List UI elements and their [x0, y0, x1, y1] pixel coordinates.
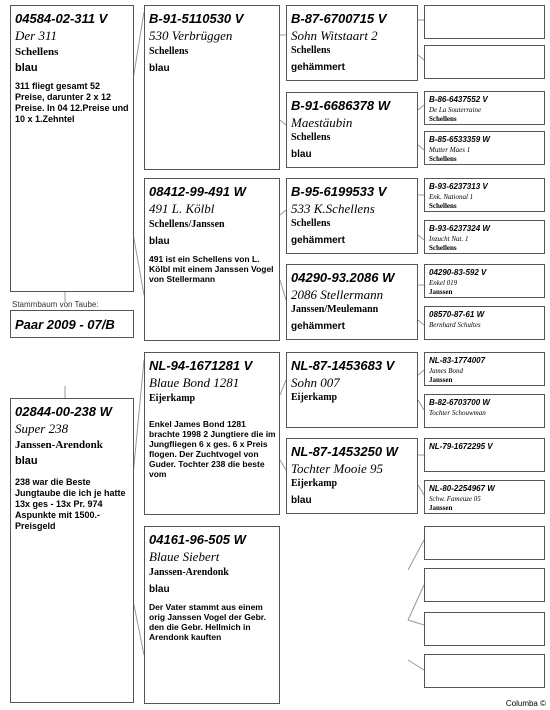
mfm-breed: Eijerkamp — [291, 478, 338, 489]
pedigree-label: Stammbaum von Taube: — [12, 300, 99, 309]
g4-breed: Schellens — [429, 115, 457, 123]
fm-color: blau — [149, 236, 170, 247]
father-card[interactable] — [10, 5, 134, 292]
fmm-color: gehämmert — [291, 321, 345, 332]
mother-name: Super 238 — [15, 421, 69, 436]
ff-breed: Schellens — [149, 46, 189, 57]
g4-card[interactable] — [424, 220, 545, 254]
mother-color: blau — [15, 455, 38, 467]
fmm-card[interactable] — [286, 264, 418, 340]
sire-of-father-card[interactable] — [144, 5, 280, 170]
mother-description: 238 war die Beste Jungtaube die ich je hatte 13x ges - 13x Pr. 974 Aspunkte mit 1500.- Preisgeld — [15, 477, 126, 531]
mfm-card[interactable] — [286, 438, 418, 514]
fm-ring: 08412-99-491 W — [149, 184, 246, 199]
mm-ring: 04161-96-505 W — [149, 532, 246, 547]
fmm-ring: 04290-93.2086 W — [291, 270, 395, 285]
fmf-ring: B-95-6199533 V — [291, 184, 387, 199]
g4-card[interactable] — [424, 45, 545, 79]
dam-of-mother-card[interactable] — [144, 526, 280, 704]
g4-card[interactable] — [424, 178, 545, 212]
g4-name: Inzucht Nat. 1 — [429, 235, 469, 243]
g4-ring: B-86-6437552 V — [429, 95, 488, 104]
fff-card[interactable] — [286, 5, 418, 81]
fm-description: 491 ist ein Schellens von L. Kölbl mit einem Janssen Vogel von Stellermann — [149, 254, 274, 284]
g4-name: James Bond — [429, 367, 464, 375]
g4-card[interactable] — [424, 394, 545, 428]
mother-ring: 02844-00-238 W — [15, 404, 112, 419]
mfm-name: Tochter Mooie 95 — [291, 461, 383, 476]
mff-card[interactable] — [286, 352, 418, 428]
g4-ring: NL-83-1774007 — [429, 356, 486, 365]
fff-breed: Schellens — [291, 45, 331, 56]
mother-breed: Janssen-Arendonk — [15, 439, 103, 451]
g4-name: Tochter Schouwman — [429, 409, 486, 417]
fmm-name: 2086 Stellermann — [291, 287, 384, 302]
fmf-breed: Schellens — [291, 218, 331, 229]
father-color: blau — [15, 62, 38, 74]
ffm-ring: B-91-6686378 W — [291, 98, 390, 113]
g4-ring: B-85-6533359 W — [429, 135, 490, 144]
g4-card[interactable] — [424, 306, 545, 340]
g4-card[interactable] — [424, 654, 545, 688]
fmf-card[interactable] — [286, 178, 418, 254]
fff-name: Sohn Witstaart 2 — [291, 28, 378, 43]
mff-breed: Eijerkamp — [291, 392, 338, 403]
mm-description: Der Vater stammt aus einem orig Janssen Vogel der Gebr. den die Gebr. Hellmich in Arendonk kauften — [149, 602, 266, 642]
g4-name: Mutter Maes 1 — [429, 146, 471, 154]
mf-breed: Eijerkamp — [149, 393, 196, 404]
fff-color: gehämmert — [291, 62, 345, 73]
g4-name: De La Souterraine — [429, 106, 482, 114]
g4-breed: Schellens — [429, 202, 457, 210]
fm-breed: Schellens/Janssen — [149, 219, 225, 230]
mf-description: Enkel James Bond 1281 brachte 1998 2 Jungtiere die im Jungfliegen 6 x ges. 6 x Preis flogen. Der Zuchtvogel von Guder. Tochter 238 die beste vom — [149, 419, 276, 479]
pair-title-box — [10, 310, 134, 338]
g4-name: Enkel 019 — [429, 279, 458, 287]
g4-card[interactable] — [424, 131, 545, 165]
g4-breed: Janssen — [429, 504, 453, 512]
mm-color: blau — [149, 584, 170, 595]
mff-ring: NL-87-1453683 V — [291, 358, 395, 373]
g4-breed: Schellens — [429, 155, 457, 163]
pair-title: Paar 2009 - 07/B — [15, 317, 115, 332]
fm-name: 491 L. Kölbl — [149, 201, 215, 216]
g4-ring: 04290-83-592 V — [429, 268, 487, 277]
g4-breed: Janssen — [429, 288, 453, 296]
father-ring: 04584-02-311 V — [15, 11, 108, 26]
g4-name: Schw. Fameuze 05 — [429, 495, 481, 503]
ffm-name: Maestäubin — [291, 115, 353, 130]
g4-name: Enk. National 1 — [429, 193, 474, 201]
g4-card[interactable] — [424, 5, 545, 39]
sire-of-mother-card[interactable] — [144, 352, 280, 515]
ffm-breed: Schellens — [291, 132, 331, 143]
father-name: Der 311 — [15, 28, 58, 43]
father-description: 311 fliegt gesamt 52 Preise, darunter 2 x 12 Preise. In 04 12.Preise und 10 x 1.Zehntel — [15, 81, 129, 124]
dam-of-father-card[interactable] — [144, 178, 280, 341]
ff-color: blau — [149, 63, 170, 74]
mm-breed: Janssen-Arendonk — [149, 567, 229, 578]
footer-credit: Columba © — [505, 699, 546, 708]
father-breed: Schellens — [15, 46, 59, 58]
g4-ring: B-93-6237324 W — [429, 224, 490, 233]
fmf-color: gehämmert — [291, 235, 345, 246]
fmm-breed: Janssen/Meulemann — [291, 304, 379, 315]
g4-breed: Janssen — [429, 376, 453, 384]
mm-name: Blaue Siebert — [149, 549, 220, 564]
g4-ring: B-82-6703700 W — [429, 398, 490, 407]
ff-name: 530 Verbrüggen — [149, 28, 233, 43]
mf-name: Blaue Bond 1281 — [149, 375, 240, 390]
g4-card[interactable] — [424, 526, 545, 560]
g4-card[interactable] — [424, 264, 545, 298]
g4-ring: 08570-87-61 W — [429, 310, 485, 319]
ff-ring: B-91-5110530 V — [149, 11, 244, 26]
g4-card[interactable] — [424, 91, 545, 125]
mf-ring: NL-94-1671281 V — [149, 358, 253, 373]
mfm-ring: NL-87-1453250 W — [291, 444, 398, 459]
g4-ring: NL-80-2254967 W — [429, 484, 495, 493]
g4-card[interactable] — [424, 352, 545, 386]
g4-breed: Schellens — [429, 244, 457, 252]
mother-card[interactable] — [10, 398, 134, 703]
mff-name: Sohn 007 — [291, 375, 340, 390]
fmf-name: 533 K.Schellens — [291, 201, 375, 216]
g4-card[interactable] — [424, 568, 545, 602]
ffm-color: blau — [291, 149, 312, 160]
g4-ring: B-93-6237313 V — [429, 182, 488, 191]
g4-ring: NL-79-1672295 V — [429, 442, 493, 451]
g4-card[interactable] — [424, 480, 545, 514]
ffm-card[interactable] — [286, 92, 418, 168]
g4-card[interactable] — [424, 438, 545, 472]
g4-name: Bernhard Schultes — [429, 321, 481, 329]
mfm-color: blau — [291, 495, 312, 506]
g4-card[interactable] — [424, 612, 545, 646]
fff-ring: B-87-6700715 V — [291, 11, 387, 26]
